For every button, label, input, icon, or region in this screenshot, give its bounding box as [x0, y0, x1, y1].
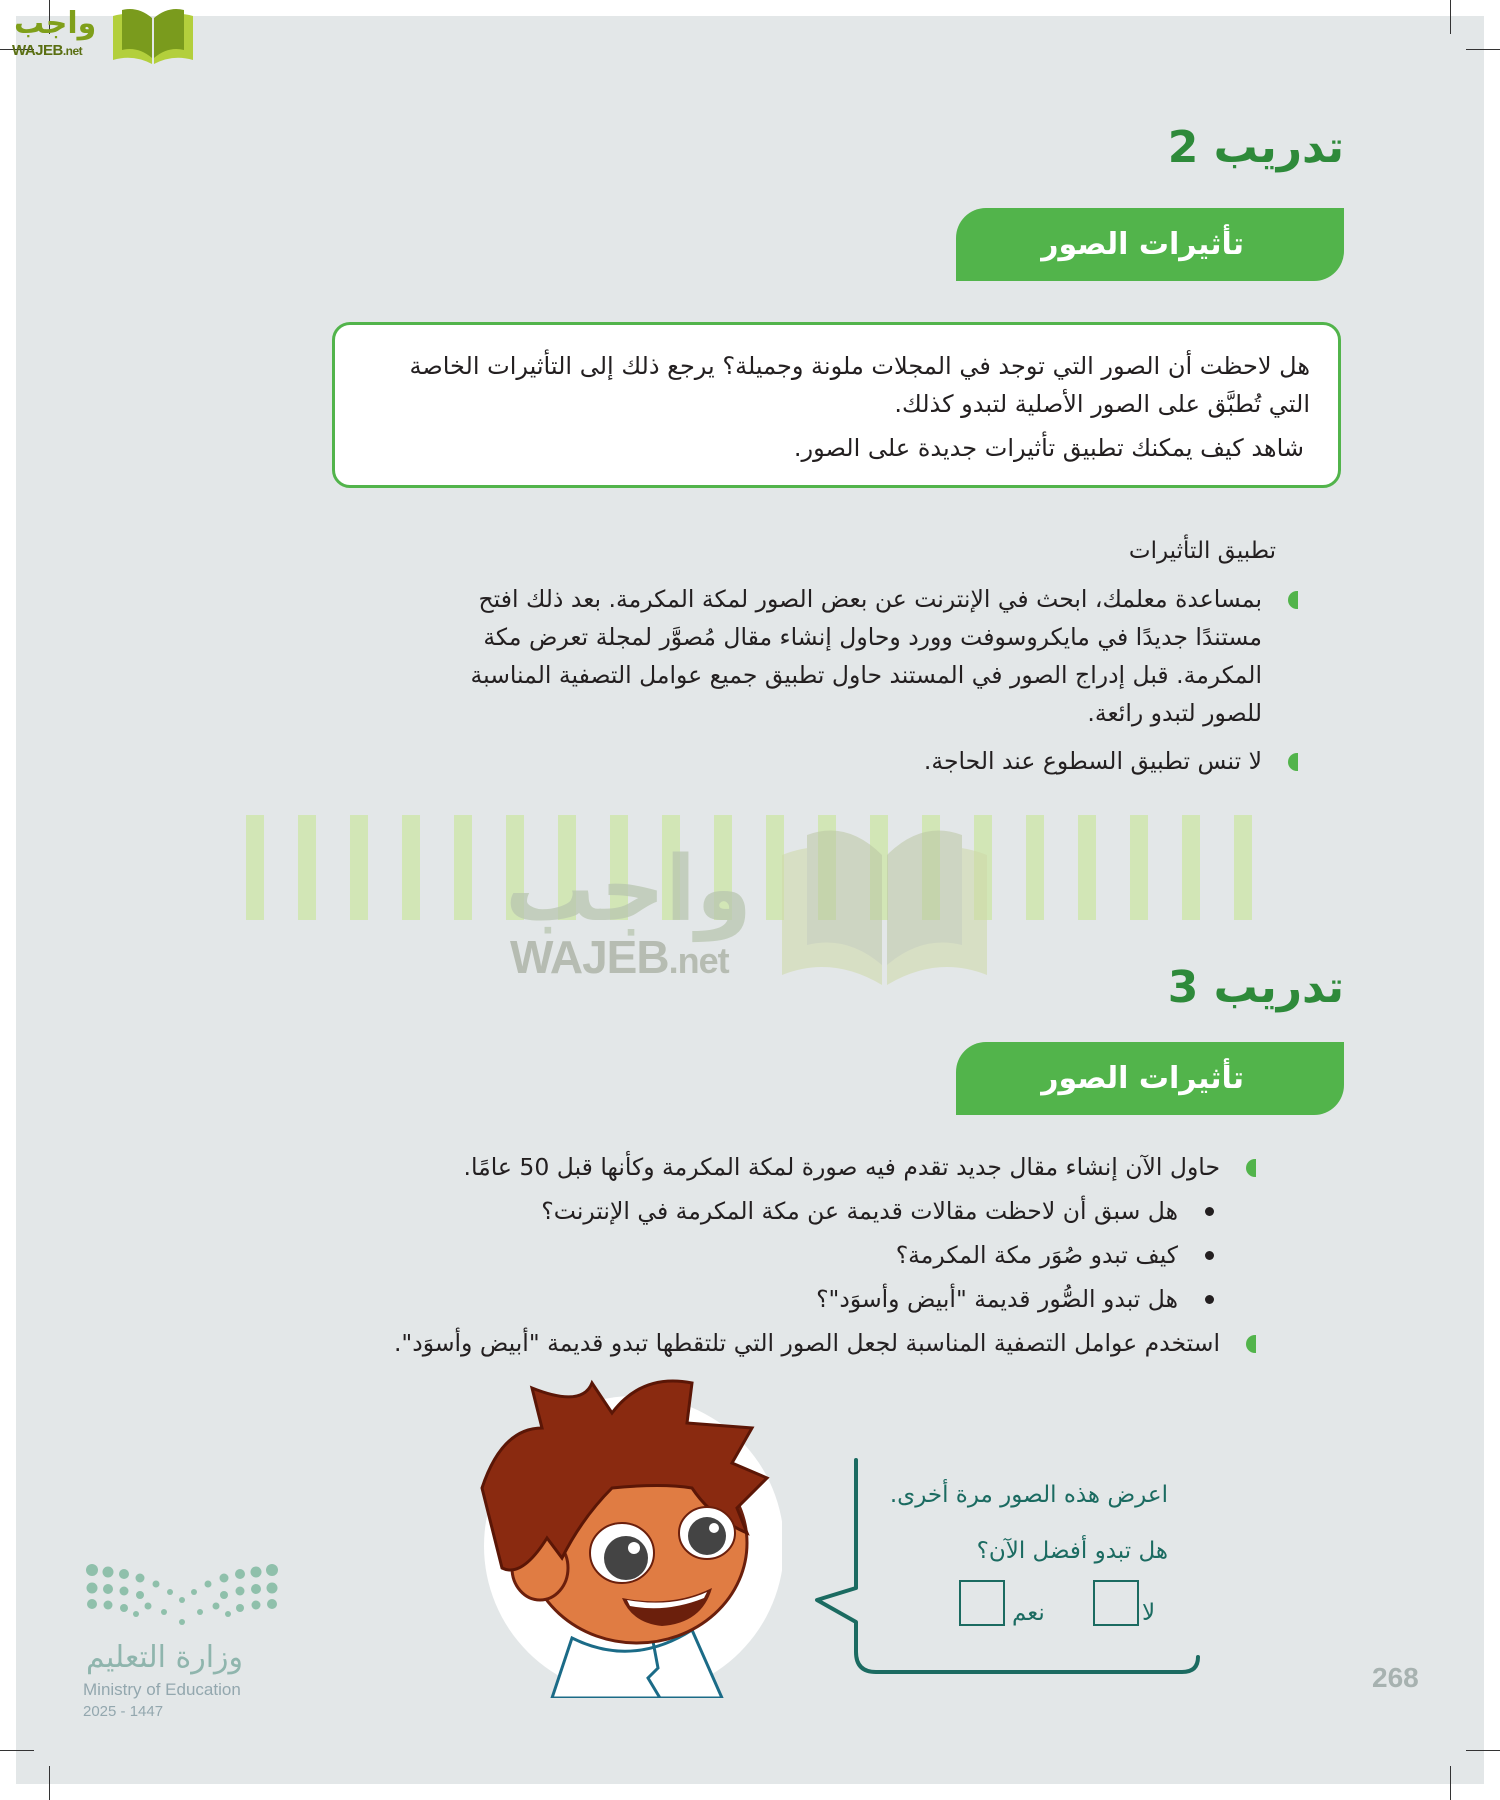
ministry-arabic-name: وزارة التعليم	[86, 1640, 244, 1675]
watermark-stripes	[246, 815, 1271, 920]
bubble-line-2: هل تبدو أفضل الآن؟	[976, 1538, 1168, 1564]
training-3-banner: تأثيرات الصور	[956, 1042, 1344, 1115]
option-yes-label: نعم	[1012, 1600, 1045, 1626]
bullet-marker-icon	[1246, 1159, 1256, 1177]
boy-character-illustration	[462, 1368, 782, 1698]
sub-list-item	[388, 1280, 1268, 1318]
ministry-logo-icon	[82, 1562, 282, 1632]
checkbox-no[interactable]	[1093, 1580, 1139, 1626]
list-item-text: بمساعدة معلمك، ابحث في الإنترنت عن بعض الصور لمكة المكرمة. بعد ذلك افتح مستندًا جديدًا في مايكروسوفت وورد وحاول إنشاء مقال مُصوَّر لمجلة تعرض مكة المكرمة. قبل إدراج الصور في المستند حاول تطبيق جميع عوامل التصفية المناسبة للصور لتبدو رائعة.	[470, 585, 1262, 727]
crop-mark	[1450, 0, 1451, 34]
apply-effects-subheading: تطبيق التأثيرات	[1128, 538, 1276, 564]
bullet-dot-icon	[1205, 1251, 1214, 1260]
bullet-dot-icon	[1205, 1207, 1214, 1216]
bullet-marker-icon	[1288, 591, 1298, 609]
sub-list-item	[388, 1192, 1268, 1230]
training-2-bullets	[410, 580, 1310, 790]
list-item	[410, 742, 1310, 780]
list-item-text: حاول الآن إنشاء مقال جديد تقدم فيه صورة لمكة المكرمة وكأنها قبل 50 عامًا.	[463, 1153, 1220, 1181]
page-number: 268	[1372, 1662, 1419, 1693]
watermark-english-text: WAJEB.net	[510, 931, 729, 983]
training-2-title: تدريب 2	[1167, 122, 1344, 173]
sub-list-item-text: هل تبدو الصُّور قديمة "أبيض وأسوَد"؟	[816, 1285, 1178, 1313]
intro-paragraph: هل لاحظت أن الصور التي توجد في المجلات ملونة وجميلة؟ يرجع ذلك إلى التأثيرات الخاصة التي تُطبَّق على الصور الأصلية لتبدو كذلك.	[409, 352, 1310, 418]
crop-mark	[1450, 1766, 1451, 1800]
training-2-banner: تأثيرات الصور	[956, 208, 1344, 281]
bubble-line-1: اعرض هذه الصور مرة أخرى.	[889, 1482, 1168, 1508]
watermark-arabic-text: واجب	[505, 837, 752, 942]
ministry-year: 2025 - 1447	[83, 1703, 164, 1720]
bullet-marker-icon	[1288, 753, 1298, 771]
checkbox-yes[interactable]	[959, 1580, 1005, 1626]
crop-mark	[49, 1766, 50, 1800]
list-item	[410, 580, 1310, 732]
logo-english-text: WAJEB.net	[12, 42, 83, 59]
training-3-bullets	[388, 1148, 1268, 1372]
ministry-english-name: Ministry of Education	[83, 1680, 241, 1699]
list-item-text: لا تنس تطبيق السطوع عند الحاجة.	[923, 747, 1262, 775]
crop-mark	[1466, 1750, 1500, 1751]
option-no-label: لا	[1142, 1600, 1156, 1626]
book-icon	[108, 6, 198, 66]
sub-list-item	[388, 1236, 1268, 1274]
bullet-dot-icon	[1205, 1295, 1214, 1304]
crop-mark	[1466, 49, 1500, 50]
watermark-book-icon	[772, 815, 997, 985]
sub-list-item-text: هل سبق أن لاحظت مقالات قديمة عن مكة المكرمة في الإنترنت؟	[541, 1197, 1178, 1225]
logo-arabic-text: واجب	[14, 6, 97, 41]
list-item	[388, 1324, 1268, 1362]
bullet-marker-icon	[1246, 1335, 1256, 1353]
wajeb-logo[interactable]	[10, 4, 190, 68]
list-item	[388, 1148, 1268, 1186]
list-item-text: استخدم عوامل التصفية المناسبة لجعل الصور التي تلتقطها تبدو قديمة "أبيض وأسوَد".	[393, 1329, 1220, 1357]
crop-mark	[0, 1750, 34, 1751]
intro-paragraph: شاهد كيف يمكنك تطبيق تأثيرات جديدة على الصور.	[793, 434, 1304, 462]
intro-box	[332, 322, 1341, 488]
sub-list-item-text: كيف تبدو صُوَر مكة المكرمة؟	[895, 1241, 1178, 1269]
training-3-title: تدريب 3	[1167, 962, 1344, 1013]
